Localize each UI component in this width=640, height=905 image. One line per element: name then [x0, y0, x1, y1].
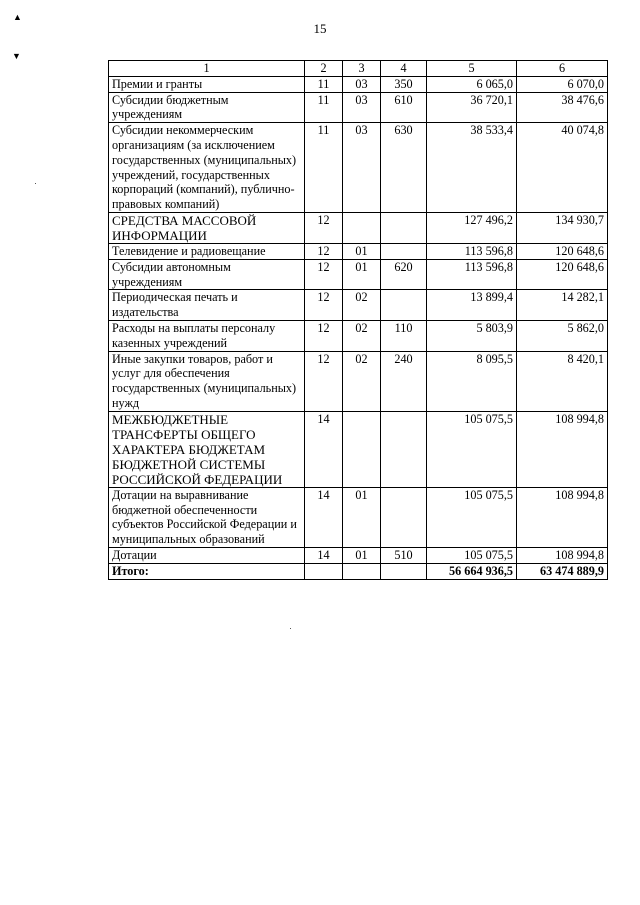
amount-col5: 38 533,4: [427, 123, 517, 213]
section-code: 14: [305, 547, 343, 563]
empty-cell: [305, 563, 343, 579]
table-row: [109, 123, 608, 213]
subsection-code: 03: [343, 123, 381, 213]
subsection-code: 01: [343, 487, 381, 547]
column-header: 1: [109, 61, 305, 77]
table-row: [109, 320, 608, 351]
item-name: Периодическая печать и издательства: [109, 290, 305, 321]
item-name: Дотации: [109, 547, 305, 563]
item-name: МЕЖБЮДЖЕТНЫЕ ТРАНСФЕРТЫ ОБЩЕГО ХАРАКТЕРА БЮДЖЕТАМ БЮДЖЕТНОЙ СИСТЕМЫ РОССИЙСКОЙ ФЕДЕРАЦИИ: [109, 411, 305, 487]
amount-col6: 6 070,0: [517, 76, 608, 92]
amount-col5: 127 496,2: [427, 212, 517, 243]
table-row: [109, 92, 608, 123]
expense-type-code: 510: [381, 547, 427, 563]
expense-type-code: 610: [381, 92, 427, 123]
table-row: [109, 411, 608, 487]
subsection-code: 01: [343, 243, 381, 259]
amount-col5: 6 065,0: [427, 76, 517, 92]
amount-col5: 105 075,5: [427, 547, 517, 563]
total-label: Итого:: [109, 563, 305, 579]
margin-mark: ▲: [13, 12, 22, 22]
amount-col5: 8 095,5: [427, 351, 517, 411]
item-name: Субсидии бюджетным учреждениям: [109, 92, 305, 123]
section-code: 12: [305, 290, 343, 321]
item-name: Субсидии некоммерческим организациям (за исключением государственных (муниципальных) учреждений, государственных корпораций (компаний), публично-правовых компаний): [109, 123, 305, 213]
column-header: 6: [517, 61, 608, 77]
amount-col5: 105 075,5: [427, 487, 517, 547]
section-code: 14: [305, 411, 343, 487]
total-col5: 56 664 936,5: [427, 563, 517, 579]
subsection-code: 01: [343, 547, 381, 563]
subsection-code: 02: [343, 290, 381, 321]
section-code: 12: [305, 212, 343, 243]
amount-col6: 14 282,1: [517, 290, 608, 321]
subsection-code: [343, 212, 381, 243]
table-row: [109, 351, 608, 411]
margin-mark: ▼: [12, 51, 21, 61]
subsection-code: 02: [343, 351, 381, 411]
amount-col5: 113 596,8: [427, 259, 517, 290]
expense-type-code: 110: [381, 320, 427, 351]
subsection-code: 03: [343, 92, 381, 123]
table-row: [109, 487, 608, 547]
expense-type-code: 350: [381, 76, 427, 92]
amount-col6: 108 994,8: [517, 411, 608, 487]
table-row: [109, 259, 608, 290]
item-name: Иные закупки товаров, работ и услуг для обеспечения государственных (муниципальных) нужд: [109, 351, 305, 411]
section-code: 12: [305, 243, 343, 259]
amount-col6: 40 074,8: [517, 123, 608, 213]
amount-col6: 5 862,0: [517, 320, 608, 351]
subsection-code: 03: [343, 76, 381, 92]
amount-col6: 108 994,8: [517, 487, 608, 547]
section-code: 12: [305, 351, 343, 411]
expense-type-code: [381, 212, 427, 243]
item-name: Телевидение и радиовещание: [109, 243, 305, 259]
table-row: [109, 243, 608, 259]
amount-col5: 105 075,5: [427, 411, 517, 487]
section-code: 12: [305, 320, 343, 351]
amount-col6: 120 648,6: [517, 243, 608, 259]
column-header: 5: [427, 61, 517, 77]
subsection-code: 01: [343, 259, 381, 290]
table-row: [109, 290, 608, 321]
budget-table: [108, 60, 608, 580]
section-code: 11: [305, 76, 343, 92]
section-code: 11: [305, 92, 343, 123]
table-row: [109, 212, 608, 243]
subsection-code: 02: [343, 320, 381, 351]
amount-col5: 113 596,8: [427, 243, 517, 259]
amount-col5: 36 720,1: [427, 92, 517, 123]
section-code: 11: [305, 123, 343, 213]
expense-type-code: [381, 411, 427, 487]
expense-type-code: 630: [381, 123, 427, 213]
total-row: [109, 563, 608, 579]
amount-col6: 120 648,6: [517, 259, 608, 290]
expense-type-code: [381, 487, 427, 547]
total-col6: 63 474 889,9: [517, 563, 608, 579]
amount-col6: 134 930,7: [517, 212, 608, 243]
page-number: 15: [313, 21, 327, 36]
amount-col6: 108 994,8: [517, 547, 608, 563]
empty-cell: [381, 563, 427, 579]
item-name: Дотации на выравнивание бюджетной обеспеченности субъектов Российской Федерации и муниципальных образований: [109, 487, 305, 547]
amount-col6: 8 420,1: [517, 351, 608, 411]
item-name: СРЕДСТВА МАССОВОЙ ИНФОРМАЦИИ: [109, 212, 305, 243]
item-name: Премии и гранты: [109, 76, 305, 92]
header-row: [109, 61, 608, 77]
column-header: 2: [305, 61, 343, 77]
item-name: Расходы на выплаты персоналу казенных учреждений: [109, 320, 305, 351]
scan-artifact: [290, 628, 291, 629]
subsection-code: [343, 411, 381, 487]
column-header: 3: [343, 61, 381, 77]
expense-type-code: 620: [381, 259, 427, 290]
section-code: 12: [305, 259, 343, 290]
amount-col5: 5 803,9: [427, 320, 517, 351]
expense-type-code: [381, 243, 427, 259]
amount-col5: 13 899,4: [427, 290, 517, 321]
column-header: 4: [381, 61, 427, 77]
table-row: [109, 76, 608, 92]
scan-artifact: [35, 183, 36, 184]
table-row: [109, 547, 608, 563]
expense-type-code: [381, 290, 427, 321]
empty-cell: [343, 563, 381, 579]
section-code: 14: [305, 487, 343, 547]
expense-type-code: 240: [381, 351, 427, 411]
amount-col6: 38 476,6: [517, 92, 608, 123]
item-name: Субсидии автономным учреждениям: [109, 259, 305, 290]
